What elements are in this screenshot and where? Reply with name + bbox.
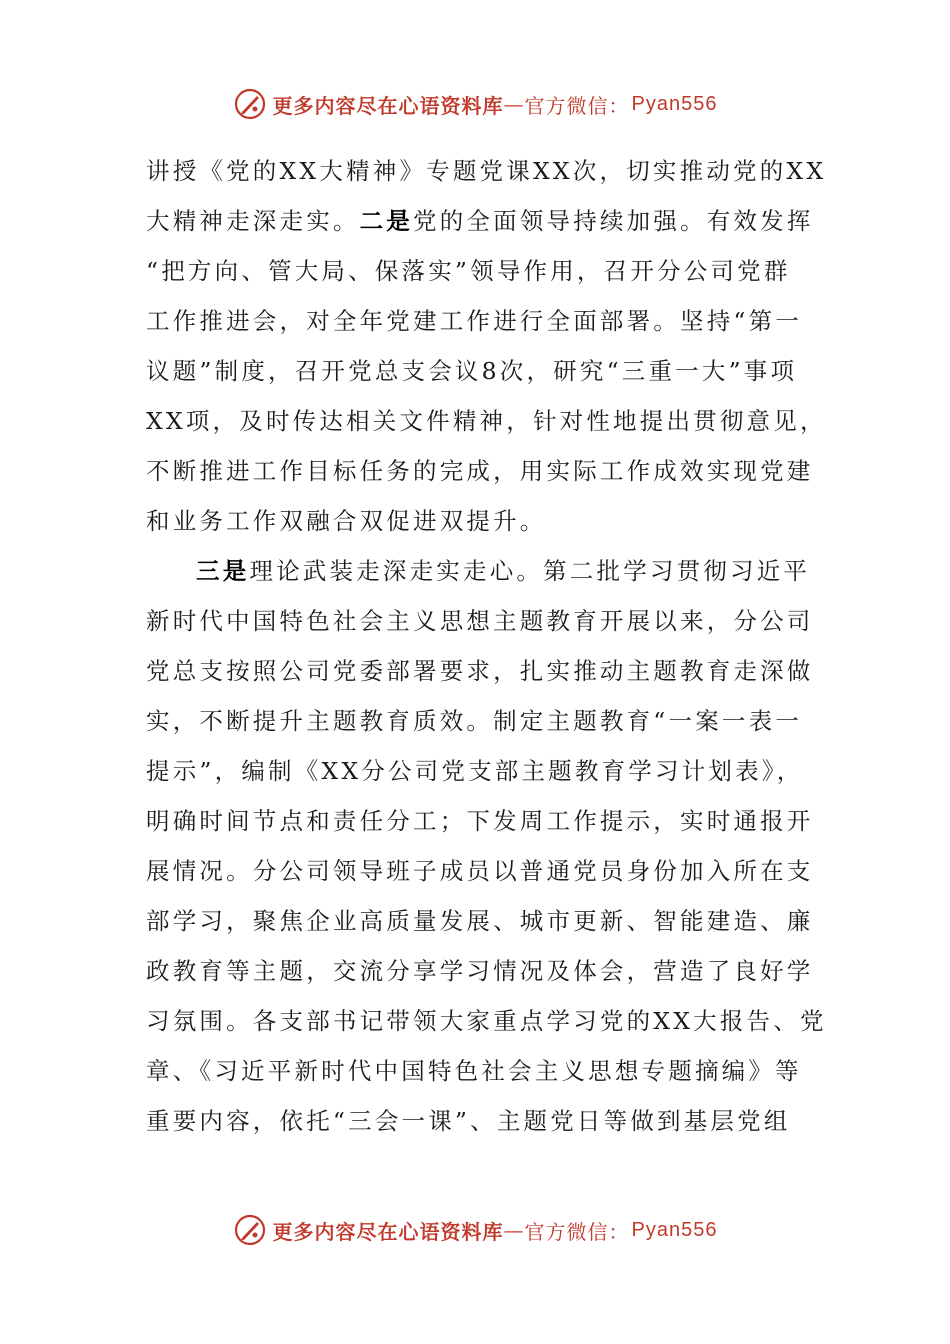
point-two-marker: 二是 (359, 207, 414, 235)
body-line: 政教育等主题，交流分享学习情况及体会，营造了良好学 (146, 957, 814, 985)
body-line: 实，不断提升主题教育质效。制定主题教育“一案一表一 (146, 707, 803, 735)
body-line: 展情况。分公司领导班子成员以普通党员身份加入所在支 (146, 857, 814, 885)
watermark-footer (0, 1210, 950, 1250)
body-line: XX项，及时传达相关文件精神，针对性地提出贯彻意见， (146, 407, 827, 435)
body-line: 习氛围。各支部书记带领大家重点学习党的XX大报告、党 (146, 1007, 827, 1035)
body-line: 工作推进会，对全年党建工作进行全面部署。坚持“第一 (146, 307, 803, 335)
body-line: 大精神走深走实。二是党的全面领导持续加强。有效发挥 (146, 207, 814, 235)
body-line: 党总支按照公司党委部署要求，扎实推动主题教育走深做 (146, 657, 814, 685)
body-line: 议题”制度，召开党总支会议8次，研究“三重一大”事项 (146, 357, 798, 385)
body-line: 和业务工作双融合双促进双提升。 (146, 507, 547, 535)
body-line: 讲授《党的XX大精神》专题党课XX次，切实推动党的XX (146, 157, 827, 185)
watermark-main-text: 更多内容尽在心语资料库 (272, 1219, 504, 1244)
watermark-wechat-id: Pyan556 (631, 92, 718, 115)
watermark-separator: — (503, 92, 525, 116)
watermark-wechat-label: 官方微信： (524, 1219, 630, 1244)
watermark-wechat-label: 官方微信： (524, 93, 630, 118)
body-line: 三是理论武装走深走实走心。第二批学习贯彻习近平 (196, 557, 811, 585)
quill-logo-icon (233, 87, 267, 121)
document-body (146, 146, 827, 1146)
body-line: 不断推进工作目标任务的完成，用实际工作成效实现党建 (146, 457, 814, 485)
quill-logo-icon (233, 1213, 267, 1247)
body-line: “把方向、管大局、保落实”领导作用，召开分公司党群 (146, 257, 791, 285)
watermark-separator: — (503, 1218, 525, 1242)
body-line: 明确时间节点和责任分工；下发周工作提示，实时通报开 (146, 807, 814, 835)
body-line: 新时代中国特色社会主义思想主题教育开展以来，分公司 (146, 607, 814, 635)
watermark-wechat-id: Pyan556 (631, 1218, 718, 1241)
body-line: 章、《习近平新时代中国特色社会主义思想专题摘编》等 (146, 1057, 802, 1085)
body-line: 部学习，聚焦企业高质量发展、城市更新、智能建造、廉 (146, 907, 814, 935)
body-line: 重要内容，依托“三会一课”、主题党日等做到基层党组 (146, 1107, 791, 1135)
watermark-main-text: 更多内容尽在心语资料库 (272, 93, 504, 118)
body-line: 提示”，编制《XX分公司党支部主题教育学习计划表》， (146, 757, 804, 785)
point-three-marker: 三是 (196, 557, 250, 585)
watermark-header (0, 84, 950, 124)
